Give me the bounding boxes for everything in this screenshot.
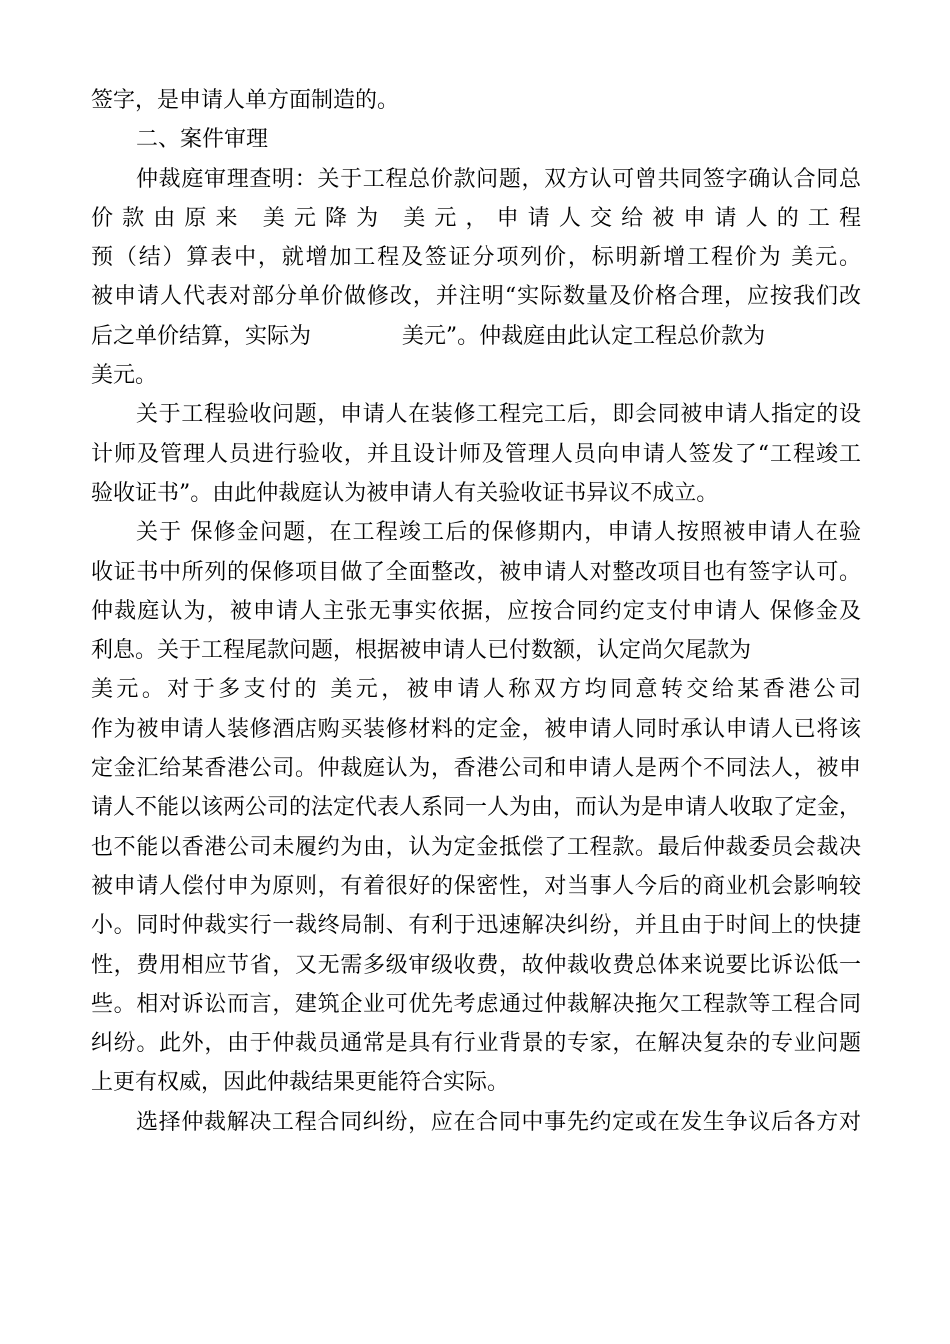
text-line: 二、案件审理 (136, 127, 269, 153)
text-line: 后之单价结算，实际为 美元”。仲裁庭由此认定工程总价款为 (91, 323, 766, 349)
text-line: 也不能以香港公司未履约为由，认为定金抵偿了工程款。最后仲裁委员会裁决 (91, 834, 861, 860)
text-line: 签字，是申请人单方面制造的。 (91, 88, 400, 113)
text-line: 被申请人代表对部分单价做修改，并注明“实际数量及价格合理，应按我们改 (91, 284, 861, 310)
text-line: 些。相对诉讼而言，建筑企业可优先考虑通过仲裁解决拖欠工程款等工程合同 (91, 991, 861, 1017)
text-line: 价款由原来 美元降为 美元，申请人交给被申请人的工程 (91, 205, 861, 231)
text-line: 被申请人偿付申为原则，有着很好的保密性，对当事人今后的商业机会影响较 (91, 873, 861, 899)
text-line: 作为被申请人装修酒店购买装修材料的定金，被申请人同时承认申请人已将该 (91, 716, 861, 742)
text-line: 利息。关于工程尾款问题，根据被申请人已付数额，认定尚欠尾款为 (91, 638, 752, 664)
text-line: 验收证书”。由此仲裁庭认为被申请人有关验收证书异议不成立。 (91, 480, 719, 506)
text-line: 美元。 (91, 363, 158, 389)
text-line: 上更有权威，因此仲裁结果更能符合实际。 (91, 1070, 510, 1096)
text-line: 小。同时仲裁实行一裁终局制、有利于迅速解决纠纷，并且由于时间上的快捷 (91, 913, 861, 939)
text-line: 定金汇给某香港公司。仲裁庭认为，香港公司和申请人是两个不同法人，被申 (91, 756, 861, 782)
text-line: 选择仲裁解决工程合同纠纷，应在合同中事先约定或在发生争议后各方对 (136, 1109, 861, 1135)
text-line: 关于工程验收问题，申请人在装修工程完工后，即会同被申请人指定的设 (136, 402, 861, 428)
text-line: 美元。对于多支付的 美元，被申请人称双方均同意转交给某香港公司 (91, 677, 861, 703)
text-line: 仲裁庭审理查明：关于工程总价款问题，双方认可曾共同签字确认合同总 (136, 166, 861, 192)
text-line: 纠纷。此外，由于仲裁员通常是具有行业背景的专家，在解决复杂的专业问题 (91, 1031, 861, 1057)
text-line: 请人不能以该两公司的法定代表人系同一人为由，而认为是申请人收取了定金， (91, 795, 862, 821)
document-body (91, 81, 861, 1142)
text-line: 计师及管理人员进行验收，并且设计师及管理人员向申请人签发了“工程竣工 (91, 441, 861, 467)
text-line: 关于 保修金问题，在工程竣工后的保修期内，申请人按照被申请人在验 (136, 520, 861, 546)
text-line: 收证书中所列的保修项目做了全面整改，被申请人对整改项目也有签字认可。 (91, 559, 861, 585)
text-line: 预（结）算表中，就增加工程及签证分项列价，标明新增工程价为 美元。 (91, 245, 861, 271)
text-line: 性，费用相应节省，又无需多级审级收费，故仲裁收费总体来说要比诉讼低一 (91, 952, 861, 978)
text-line: 仲裁庭认为，被申请人主张无事实依据，应按合同约定支付申请人 保修金及 (91, 598, 861, 624)
